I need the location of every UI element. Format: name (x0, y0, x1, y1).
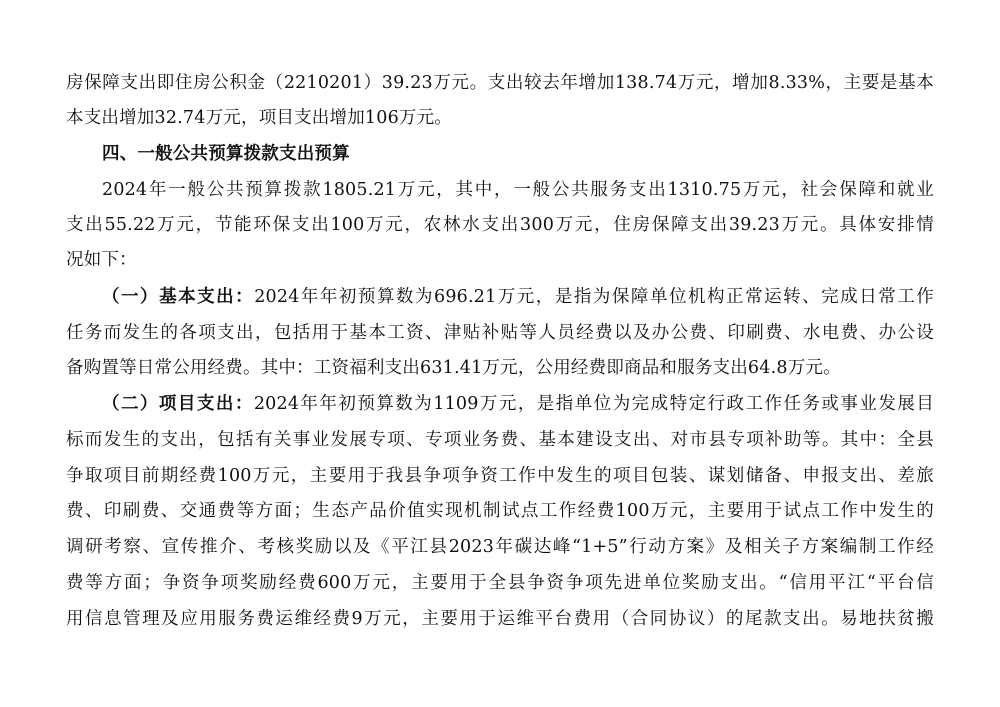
subsection-lead: （一）基本支出： (102, 287, 255, 307)
paragraph-line: 用信息管理及应用服务费运维经费9万元，主要用于运维平台费用（合同协议）的尾款支出。易地扶贫搬 (66, 609, 934, 629)
paragraph-line: 调研考察、宣传推介、考核奖励以及《平江县2023年碳达峰“1+5”行动方案》及相关子方案编制工作经 (66, 537, 934, 557)
paragraph-line (102, 388, 934, 420)
paragraph-line: 标而发生的支出，包括有关事业发展专项、专项业务费、基本建设支出、对市县专项补助等。其中：全县 (66, 430, 934, 450)
paragraph-text: 2024年年初预算数为1109万元，是指单位为完成特定行政工作任务或事业发展目 (253, 394, 934, 414)
paragraph-line: 费等方面；争资争项奖励经费600万元，主要用于全县争资争项先进单位奖励支出。“信用平江“平台信 (66, 573, 934, 593)
paragraph-line: 备购置等日常公用经费。其中：工资福利支出631.41万元，公用经费即商品和服务支出64.8万元。 (66, 358, 841, 378)
paragraph-line: 本支出增加32.74万元，项目支出增加106万元。 (66, 108, 452, 128)
paragraph-line: 争取项目前期经费100万元，主要用于我县争项争资工作中发生的项目包装、谋划储备、申报支出、差旅 (66, 466, 934, 486)
paragraph-line: 任务而发生的各项支出，包括用于基本工资、津贴补贴等人员经费以及办公费、印刷费、水电费、办公设 (66, 323, 934, 343)
paragraph-text: 2024年年初预算数为696.21万元，是指为保障单位机构正常运转、完成日常工作 (254, 287, 934, 307)
paragraph-line (102, 281, 934, 313)
paragraph-line: 费、印刷费、交通费等方面；生态产品价值实现机制试点工作经费100万元，主要用于试点工作中发生的 (66, 501, 934, 521)
paragraph-line: 2024年一般公共预算拨款1805.21万元，其中，一般公共服务支出1310.75万元，社会保障和就业 (102, 180, 934, 200)
paragraph-line: 况如下： (66, 250, 137, 270)
section-heading: 四、一般公共预算拨款支出预算 (102, 144, 350, 164)
paragraph-line: 支出55.22万元，节能环保支出100万元，农林水支出300万元，住房保障支出39.23万元。具体安排情 (66, 215, 934, 235)
paragraph-line: 房保障支出即住房公积金（2210201）39.23万元。支出较去年增加138.74万元，增加8.33%，主要是基本 (66, 73, 934, 93)
subsection-lead: （二）项目支出： (102, 394, 254, 414)
